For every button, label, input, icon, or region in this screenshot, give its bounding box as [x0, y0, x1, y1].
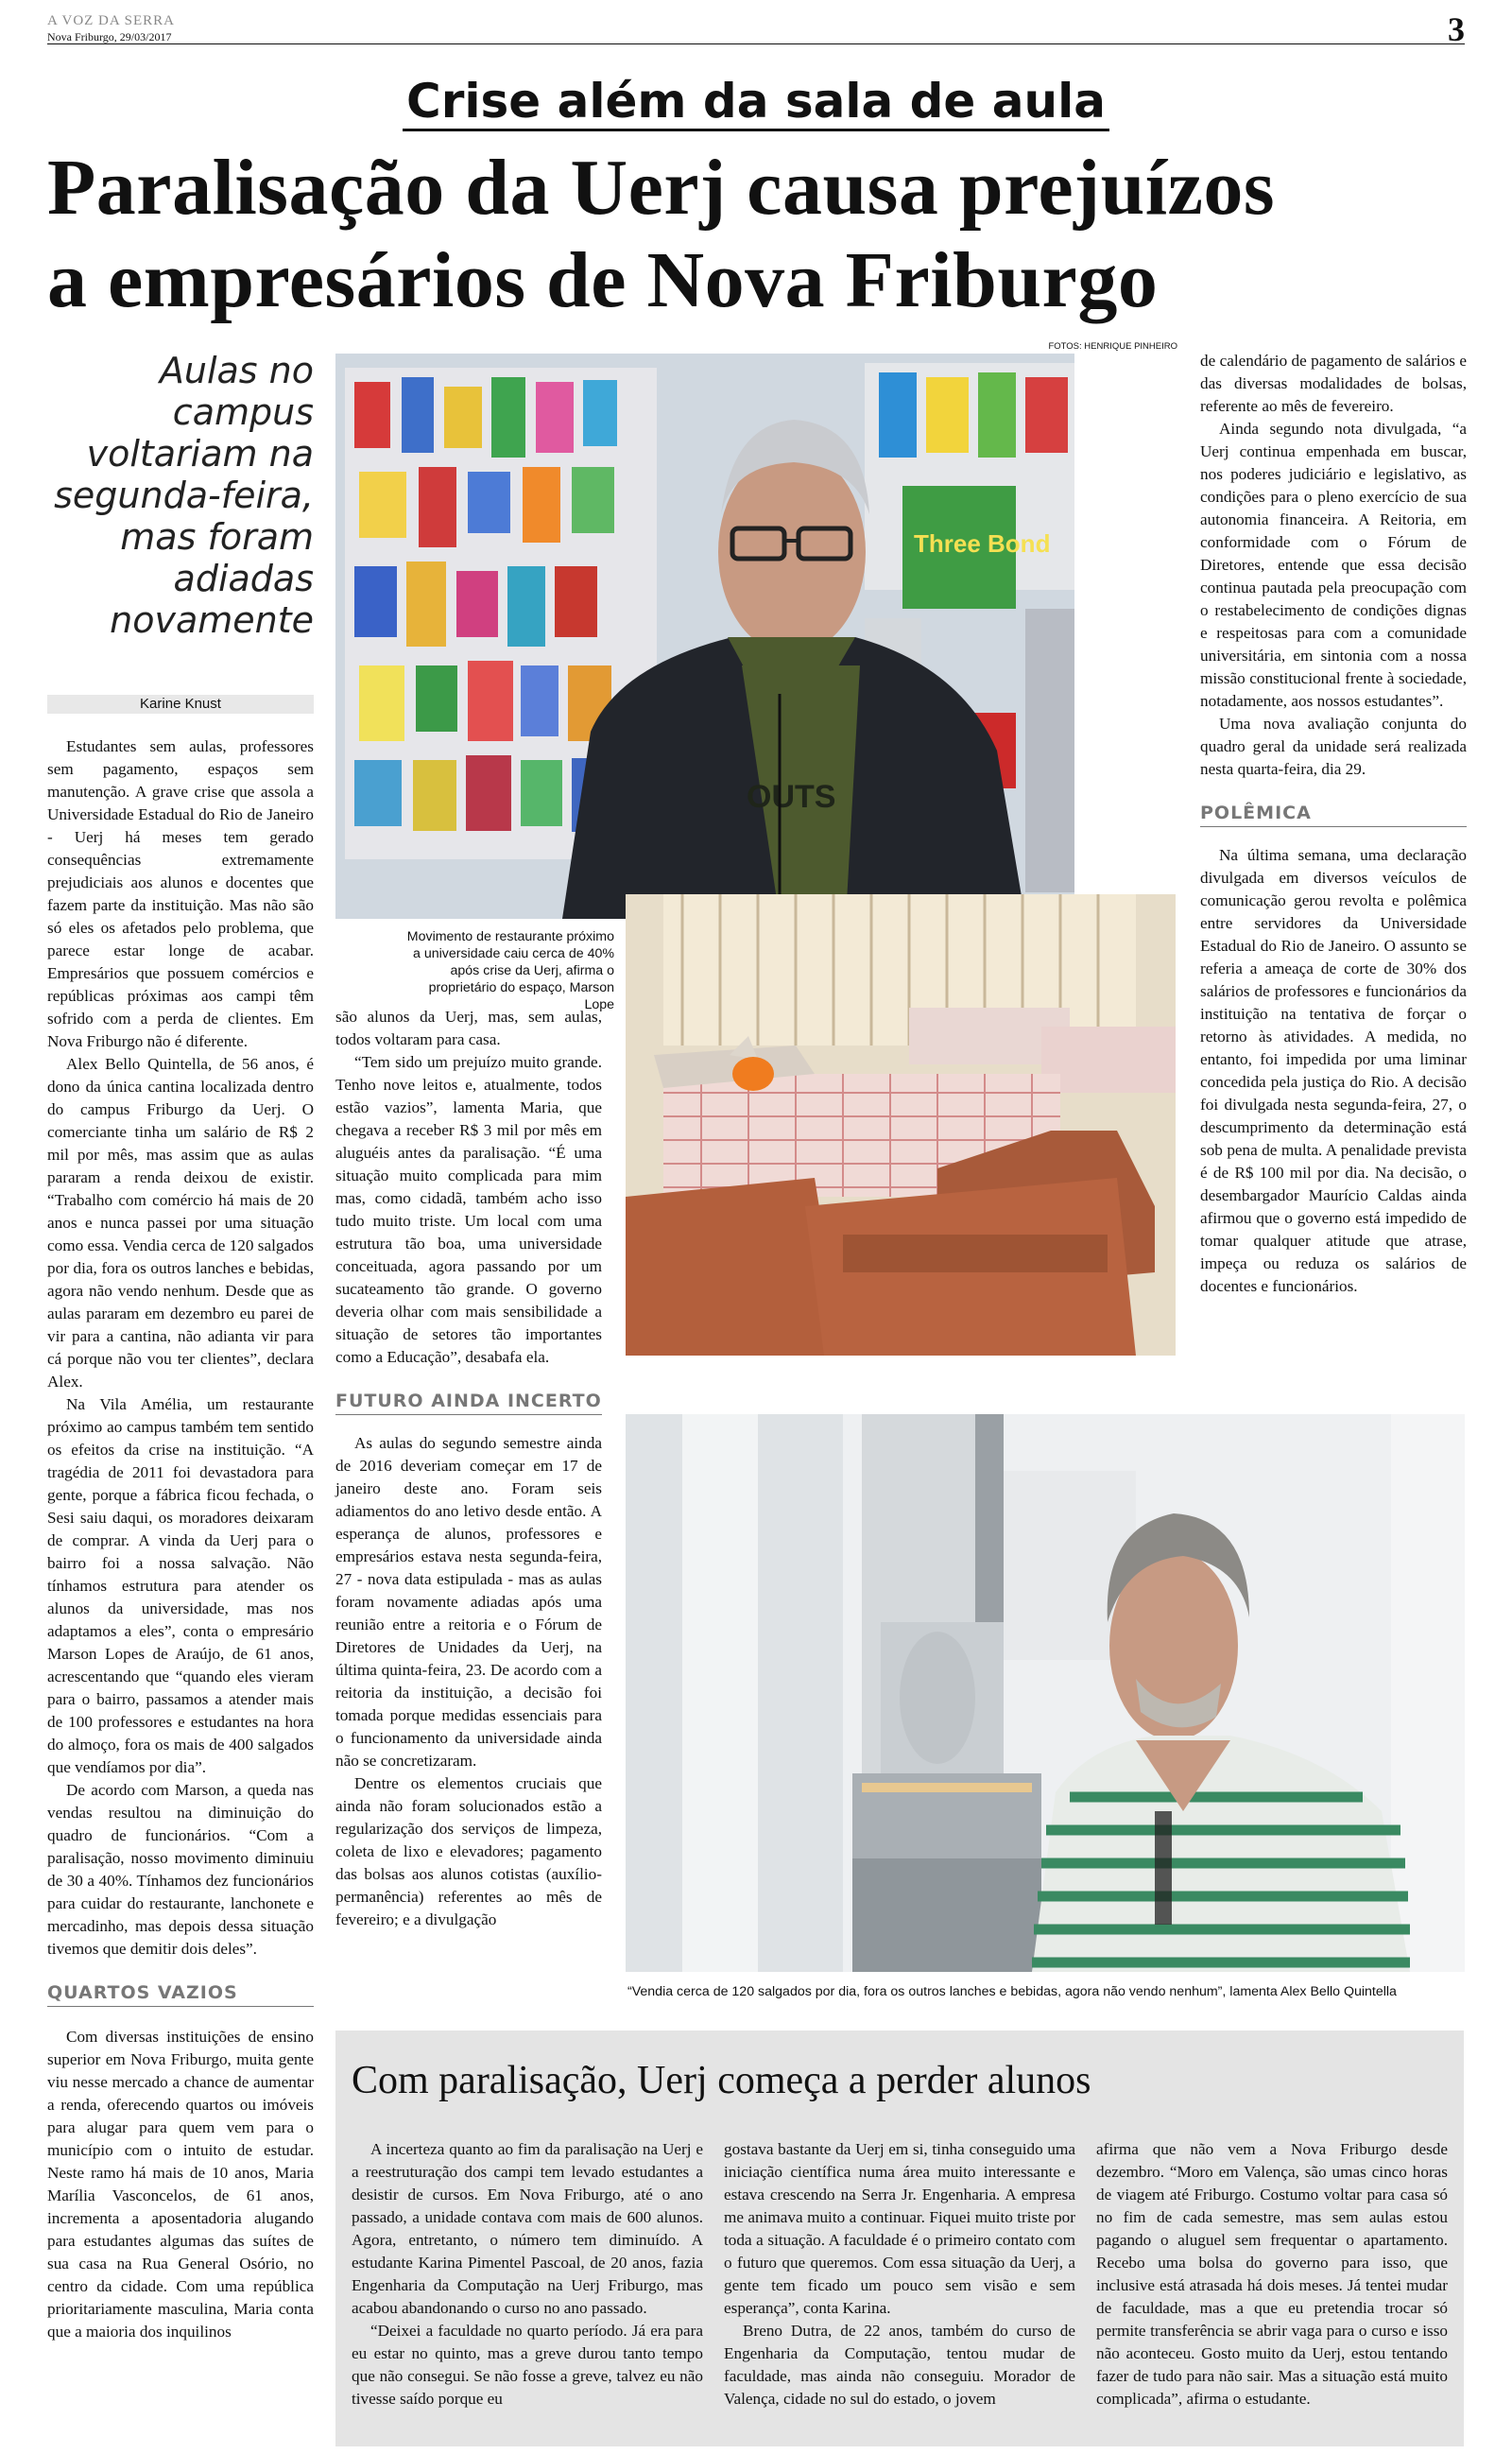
caption-shop: Movimento de restaurante próximo a universidade caiu cerca de 40% após crise da Uerj, afirma o proprietário do espaço, Marson Lope	[406, 929, 614, 1012]
shirt-print: OUTS	[747, 779, 836, 815]
subhead-quartos-vazios: QUARTOS VAZIOS	[47, 1981, 314, 2007]
photo-alex	[626, 1414, 1465, 1972]
masthead	[47, 10, 1465, 48]
paragraph: A incerteza quanto ao fim da paralisação na Uerj e a reestruturação dos campi tem levado estudantes a desistir de cursos. Em Nova Friburgo, até o ano passado, a unidade contava com mais de 600 alunos. Agora, entretanto, o número tem diminuído. A estudante Karina Pimentel Pascoal, de 20 anos, fazia Engenharia da Computação na Uerj Friburgo, mas acabou abandonando o curso no ano passado.	[352, 2140, 703, 2317]
paragraph: “Tem sido um prejuízo muito grande. Tenho nove leitos e, atualmente, todos estão vazios”, lamenta Maria, que chegava a receber R$ 3 mil por mês em aluguéis antes da paralisação. “É uma situação muito complicada para mim mas, como cidadã, também acho isso tudo muito triste. Um local com uma estrutura tão boa, uma universidade conceituada, agora passando por um sucateamento tão grande. O governo deveria olhar com mais sensibilidade a situação de setores tão importantes como a Educação”, desabafa ela.	[335, 1053, 602, 1366]
photo-shop-owner-image	[335, 354, 1074, 919]
shop-sign-1: Three Bond	[914, 529, 1051, 558]
sidebar-title: Com paralisação, Uerj começa a perder alunos	[352, 2059, 1091, 2102]
page-number: 3	[1448, 10, 1465, 48]
headline-line-1: Paralisação da Uerj causa prejuízos	[47, 144, 1276, 232]
sidebar-column-2	[724, 2138, 1075, 2411]
photo-alex-image	[626, 1414, 1465, 1972]
paragraph: Estudantes sem aulas, professores sem pagamento, espaços sem manutenção. A grave crise que assola a Universidade Estadual do Rio de Janeiro - Uerj há meses tem gerado consequências extremamente prejudiciais aos alunos e docentes que fazem parte da instituição. Mas não são só eles os afetados pelo problema, que parece estar longe de acabar. Empresários que possuem comércios e repúblicas próximas aos campi têm sofrido com a perda de clientes. Em Nova Friburgo não é diferente.	[47, 737, 314, 1050]
paragraph: são alunos da Uerj, mas, sem aulas, todos voltaram para casa.	[335, 1008, 602, 1048]
deck: Aulas no campus voltariam na segunda-feira, mas foram adiadas novamente	[54, 350, 314, 641]
photo-restaurant	[626, 894, 1176, 1356]
paragraph: Dentre os elementos cruciais que ainda não foram solucionados estão a regularização dos serviços de limpeza, coleta de lixo e elevadores; pagamento das bolsas aos alunos cotistas (auxílio-permanência) referentes ao mês de fevereiro; e a divulgação	[335, 1774, 602, 1928]
paragraph: De acordo com Marson, a queda nas vendas resultou na diminuição do quadro de funcionários. “Com a paralisação, nosso movimento diminuiu de 30 a 40%. Tínhamos dez funcionários para cuidar do restaurante, lanchonete e mercadinho, mas depois dessa situação tivemos que demitir dois deles”.	[47, 1781, 314, 1958]
headline	[47, 142, 1474, 327]
subhead-polemica: POLÊMICA	[1200, 802, 1467, 827]
paragraph: Com diversas instituições de ensino superior em Nova Friburgo, muita gente viu nesse mercado a chance de aumentar a renda, oferecendo quartos ou imóveis para alugar para quem vem para o município com o intuito de estudar. Neste ramo há mais de 10 anos, Maria Marília Vasconcelos, de 61 anos, incrementa a aposentadoria alugando para estudantes algumas das suítes de sua casa na Rua General Osório, no centro da cidade. Com uma república prioritariamente masculina, Maria conta que a maioria dos inquilinos	[47, 2028, 314, 2341]
article-column-1	[47, 735, 314, 2343]
paragraph: Breno Dutra, de 22 anos, também do curso de Engenharia da Computação, tentou mudar de faculdade, mas ainda não conseguiu. Morador de Valença, cidade no sul do estado, o jovem	[724, 2322, 1075, 2408]
sidebar-column-1	[352, 2138, 703, 2411]
photo-restaurant-image	[626, 894, 1176, 1356]
paragraph: de calendário de pagamento de salários e das diversas modalidades de bolsas, referente ao mês de fevereiro.	[1200, 352, 1467, 415]
paragraph: Alex Bello Quintella, de 56 anos, é dono da única cantina localizada dentro do campus Friburgo da Uerj. O comerciante tinha um salário de R$ 2 mil por mês, mas assim que as aulas pararam a renda deixou de existir. “Trabalho com comércio há mais de 20 anos e nunca passei por uma situação como essa. Vendia cerca de 120 salgados por dia, fora os outros lanches e bebidas, agora não vendo nenhum. Desde que as aulas pararam em dezembro eu parei de vir para a cantina, não adianta vir para cá porque não vou ter clientes”, declara Alex.	[47, 1055, 314, 1391]
headline-line-2: a empresários de Nova Friburgo	[47, 236, 1159, 324]
kicker-text: Crise além da sala de aula	[403, 74, 1109, 131]
photo-shop-owner	[335, 354, 1074, 919]
paragraph: Uma nova avaliação conjunta do quadro geral da unidade será realizada nesta quarta-feira, dia 29.	[1200, 715, 1467, 778]
byline: Karine Knust	[47, 695, 314, 714]
paragraph: “Deixei a faculdade no quarto período. Já era para eu estar no quinto, mas a greve durou tanto tempo que não consegui. Se não fosse a greve, talvez eu não tivesse saído porque eu	[352, 2322, 703, 2408]
caption-alex: “Vendia cerca de 120 salgados por dia, fora os outros lanches e bebidas, agora não vendo nenhum”, lamenta Alex Bello Quintella	[627, 1984, 1397, 1999]
paragraph: Na Vila Amélia, um restaurante próximo ao campus também tem sentido os efeitos da crise na instituição. “A tragédia de 2011 foi devastadora para gente, porque a fábrica ficou fechada, o Sesi saiu daqui, os moradores deixaram de comprar. A vinda da Uerj para o bairro foi a nossa salvação. Não tínhamos estrutura para atender os alunos da universidade, mas nos adaptamos a eles”, conta o empresário Marson Lopes de Araújo, de 61 anos, acrescentando que “quando eles vieram para o bairro, passamos a atender mais de 100 professores e estudantes na hora do almoço, fora os mais de 400 salgados que vendíamos por dia”.	[47, 1395, 314, 1776]
sidebar-column-3	[1096, 2138, 1448, 2411]
dateline: Nova Friburgo, 29/03/2017	[47, 30, 172, 43]
photo-credit: FOTOS: HENRIQUE PINHEIRO	[1048, 341, 1177, 352]
paragraph: As aulas do segundo semestre ainda de 2016 deveriam começar em 17 de janeiro deste ano. Foram seis adiamentos do ano letivo desde então. A esperança de alunos, professores e empresários estava nesta segunda-feira, 27 - nova data estipulada - mas as aulas foram novamente adiadas após uma reunião entre a reitoria e o Fórum de Diretores de Unidades da Uerj, na última quinta-feira, 23. De acordo com a reitoria da instituição, a decisão foi tomada porque medidas essenciais para o funcionamento da universidade ainda não se concretizaram.	[335, 1434, 602, 1770]
article-column-4	[1200, 350, 1467, 1298]
newspaper-name: A VOZ DA SERRA	[47, 13, 175, 28]
subhead-futuro-ainda-incerto: FUTURO AINDA INCERTO	[335, 1390, 602, 1415]
article-column-2	[335, 1006, 602, 1931]
paragraph: gostava bastante da Uerj em si, tinha conseguido uma iniciação científica numa área muito interessante e estava crescendo na Serra Jr. Engenharia. A empresa me animava muito a continuar. Fiquei muito triste por toda a situação. A faculdade é o primeiro contato com o futuro que queremos. Com essa situação da Uerj, a gente tem ficado um pouco sem visão e sem esperança”, conta Karina.	[724, 2140, 1075, 2317]
kicker	[0, 74, 1512, 129]
paragraph: Na última semana, uma declaração divulgada em diversos veículos de comunicação gerou revolta e polêmica entre servidores da Universidade Estadual do Rio de Janeiro. O assunto se referia a ameaça de corte de 30% dos salários de professores e funcionários da instituição na tentativa de forçar o retorno às atividades. A medida, no entanto, foi impedida por uma liminar concedida pela justiça do Rio. A decisão foi divulgada nesta segunda-feira, 27, o descumprimento da determinação está sob pena de multa. A penalidade prevista é de R$ 100 mil por dia. Na decisão, o desembargador Maurício Caldas ainda afirmou que o governo está impedido de tomar qualquer atitude que atrase, impeça ou reduza os salários de docentes e funcionários.	[1200, 846, 1467, 1295]
paragraph: Ainda segundo nota divulgada, “a Uerj continua empenhada em buscar, nos poderes judiciário e legislativo, as condições para o pleno exercício de sua autonomia financeira. A Reitoria, em conformidade com o Fórum de Diretores, entende que essa decisão continua pautada pela preocupação com o restabelecimento de condições dignas e respeitosas para com a comunidade universitária, em sintonia com a nossa missão constitucional frente à sociedade, notadamente, aos nossos estudantes”.	[1200, 420, 1467, 710]
paragraph: afirma que não vem a Nova Friburgo desde dezembro. “Moro em Valença, são umas cinco horas de viagem até Friburgo. Costumo voltar para casa só no fim de cada semestre, mas sem aulas estou pagando o aluguel sem frequentar o apartamento. Recebo uma bolsa do governo para isso, que inclusive está atrasada há dois meses. Já tentei mudar de faculdade, mas a que eu pretendia trocar só permite transferência se abrir vaga para o curso e isso não aconteceu. Gosto muito da Uerj, estou tentando fazer de tudo para não sair. Mas a situação está muito complicada”, afirma o estudante.	[1096, 2140, 1448, 2408]
